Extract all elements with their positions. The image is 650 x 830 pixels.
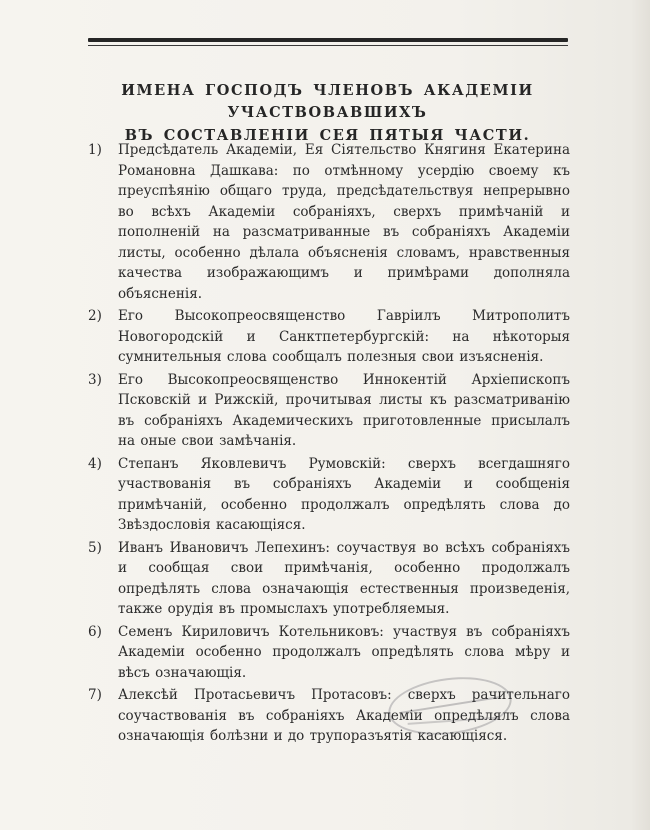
list-item	[88, 538, 570, 620]
member-list	[88, 140, 570, 749]
page-title	[80, 80, 575, 147]
list-item	[88, 454, 570, 536]
list-item-text: Иванъ Ивановичъ Лепехинъ: соучаствуя во всѣхъ собраніяхъ и сообщая свои примѣчанія, особенно продолжалъ опредѣлять слова означающія естественныя произведенія, также орудія въ промыслахъ употребляемыя.	[118, 539, 570, 618]
page-title-line-2: ВЪ СОСТАВЛЕНІИ СЕЯ ПЯТЫЯ ЧАСТИ.	[124, 126, 531, 144]
list-item-text: Его Высокопреосвященство Гавріилъ Митрополитъ Новогородскій и Санктпетербургскій: на нѣкоторыя сумнительныя слова сообщалъ полезныя свои изъясненія.	[118, 308, 570, 366]
list-item	[88, 622, 570, 684]
list-item	[88, 306, 570, 368]
header-double-rule	[88, 38, 568, 46]
list-item-number: 6)	[88, 623, 102, 640]
list-item-text: Его Высокопреосвященство Иннокентій Архіепископъ Псковскій и Рижскій, прочитывая листы къ разсматриванію въ собраніяхъ Академическихъ приготовленные присылалъ на оные свои замѣчанія.	[118, 371, 570, 450]
list-item-number: 1)	[88, 142, 102, 158]
list-item-number: 7)	[88, 687, 102, 704]
page-title-line-1: ИМЕНА ГОСПОДЪ ЧЛЕНОВЪ АКАДЕМІИ УЧАСТВОВАВШИХЪ	[121, 82, 534, 122]
list-item-text: Предсѣдатель Академіи, Ея Сіятельство Княгиня Екатерина Романовна Дашкава: по отмѣнному усердію своему къ преуспѣянію общаго труда, предсѣдательствуя непрерывно во всѣхъ Академіи собраніяхъ, сверхъ примѣчаній и пополненій на разсматриванные въ собраніяхъ Академіи листы, особенно дѣлала объясненія словамъ, нравственныя качества изображающимъ и примѣрами дополняла объясненія.	[118, 142, 570, 302]
list-item-text: Семенъ Кириловичъ Котельниковъ: участвуя въ собраніяхъ Академіи особенно продолжалъ опредѣлять слова мѣру и вѣсъ означающія.	[118, 623, 570, 681]
list-item-text: Алексѣй Протасьевичъ Протасовъ: сверхъ рачительнаго соучаствованія въ собраніяхъ Академіи опредѣлялъ слова означающія болѣзни и до трупоразъятія касающіяся.	[118, 687, 570, 745]
list-item	[88, 140, 570, 304]
list-item-number: 5)	[88, 539, 102, 556]
list-item-number: 2)	[88, 308, 102, 325]
list-item	[88, 370, 570, 452]
header-rule-thin	[88, 45, 568, 46]
list-item-number: 4)	[88, 455, 102, 472]
header-rule-thick	[88, 38, 568, 42]
list-item	[88, 685, 570, 747]
list-item-number: 3)	[88, 371, 102, 388]
list-item-text: Степанъ Яковлевичъ Румовскій: сверхъ всегдашняго участвованія въ собраніяхъ Академіи и сообщенія примѣчаній, особенно продолжалъ опредѣлять слова до Звѣздословія касающіяся.	[118, 455, 570, 534]
